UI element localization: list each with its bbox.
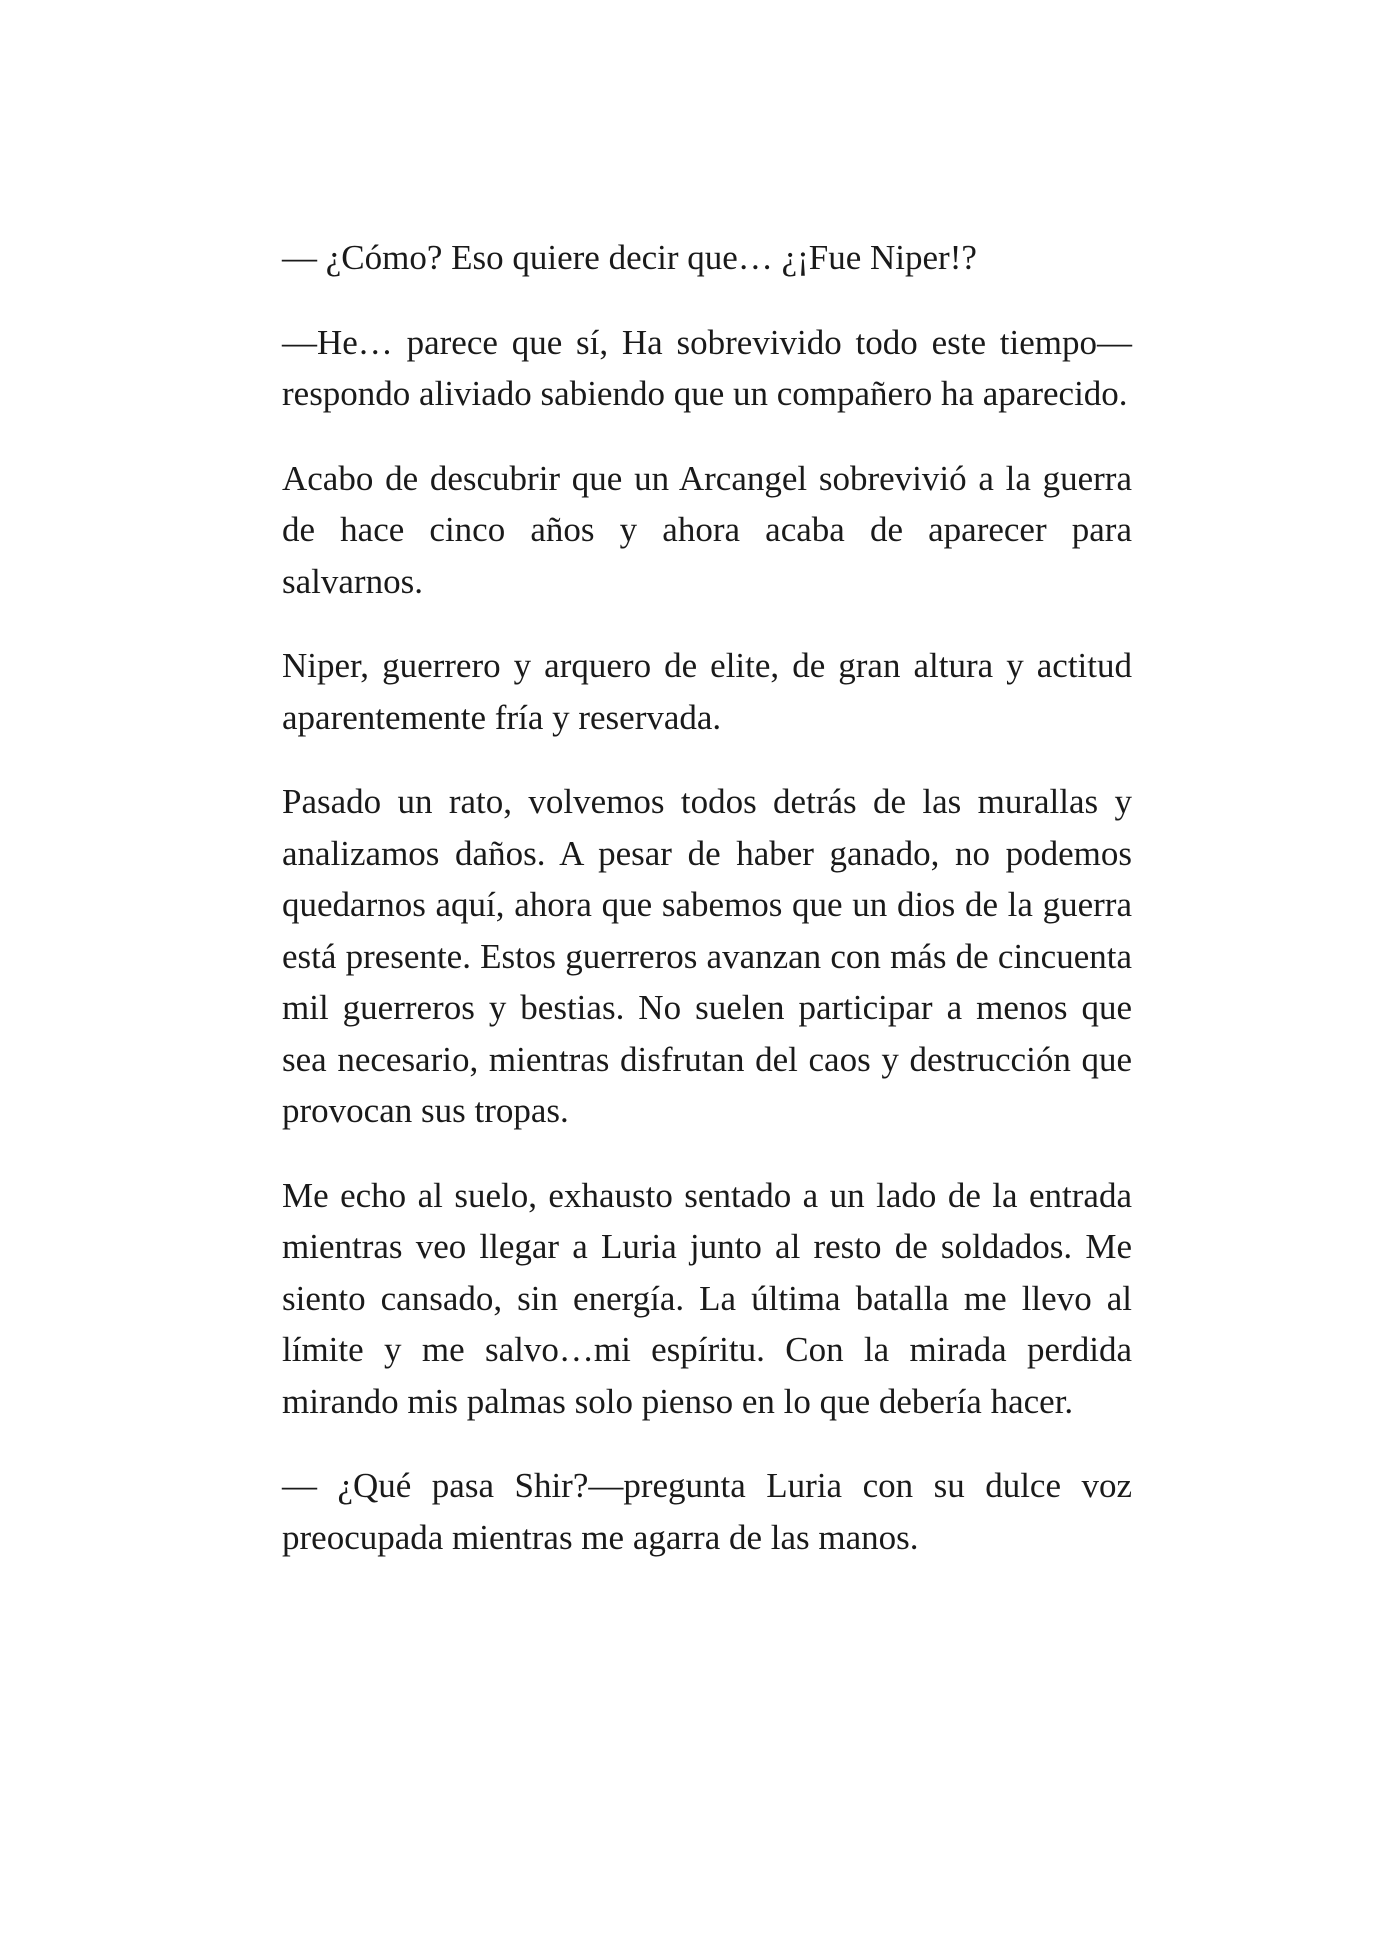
- paragraph-suelo: Me echo al suelo, exhausto sentado a un lado de la entrada mientras veo llegar a Luria junto al resto de soldados. Me siento cansado, sin energía. La última batalla me llevo al límite y me salvo…mi espíritu. Con la mirada perdida mirando mis palmas solo pienso en lo que debería hacer.: [282, 1175, 1132, 1421]
- paragraph-arcangel: Acabo de descubrir que un Arcangel sobrevivió a la guerra de hace cinco años y ahora acaba de aparecer para salvarnos.: [282, 458, 1132, 601]
- paragraph-dialogue-he: —He… parece que sí, Ha sobrevivido todo este tiempo—respondo aliviado sabiendo que un compañero ha aparecido.: [282, 322, 1132, 413]
- paragraph-dialogue-como: — ¿Cómo? Eso quiere decir que… ¿¡Fue Niper!?: [282, 238, 977, 277]
- body-text: [282, 232, 1132, 1596]
- paragraph-niper: Niper, guerrero y arquero de elite, de gran altura y actitud aparentemente fría y reservada.: [282, 646, 1132, 737]
- paragraph-dialogue-shir: — ¿Qué pasa Shir?—pregunta Luria con su dulce voz preocupada mientras me agarra de las manos.: [282, 1466, 1132, 1557]
- paragraph-murallas: Pasado un rato, volvemos todos detrás de las murallas y analizamos daños. A pesar de haber ganado, no podemos quedarnos aquí, ahora que sabemos que un dios de la guerra está presente. Estos guerreros avanzan con más de cincuenta mil guerreros y bestias. No suelen participar a menos que sea necesario, mientras disfrutan del caos y destrucción que provocan sus tropas.: [282, 782, 1132, 1130]
